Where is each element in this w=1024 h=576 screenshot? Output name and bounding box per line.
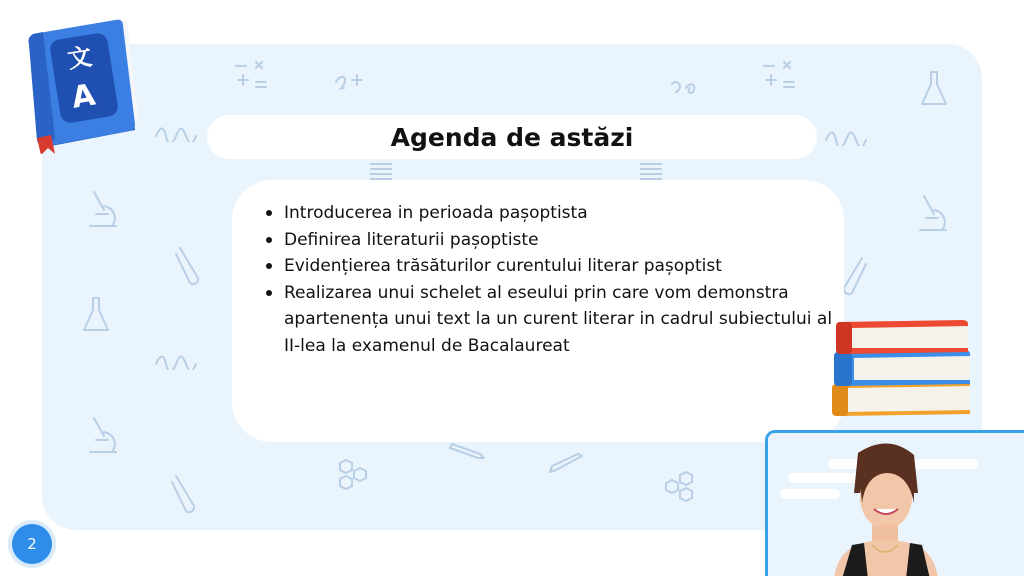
formula-doodle (332, 70, 366, 92)
presenter-video (765, 430, 1024, 576)
microscope-doodle (912, 190, 952, 236)
hexagons-doodle (662, 468, 698, 504)
test-tube-doodle (174, 244, 204, 288)
hexagons-doodle (336, 456, 372, 492)
flask-doodle (80, 294, 112, 336)
pencil-doodle (448, 440, 488, 460)
pencil-doodle (548, 452, 588, 476)
agenda-item: Definirea literaturii pașoptiste (262, 227, 852, 254)
test-tube-doodle (170, 472, 200, 516)
wave-doodle (154, 350, 200, 370)
agenda-item: Evidențierea trăsăturilor curentului literar pașoptist (262, 253, 852, 280)
slide-title: Agenda de astăzi (390, 122, 634, 152)
translate-book-icon (15, 14, 145, 154)
wave-doodle (824, 126, 870, 146)
formula-doodle (668, 76, 702, 98)
spring-doodle (636, 158, 666, 182)
spring-doodle (366, 158, 396, 182)
agenda-item: Realizarea unui schelet al eseului prin care vom demonstra apartenența unui text la un curent literar in cadrul subiectului al II-lea la examenul de Bacalaureat (262, 280, 852, 360)
agenda-item: Introducerea in perioada pașoptista (262, 200, 852, 227)
svg-text:A: A (69, 77, 98, 116)
agenda-list (262, 200, 852, 359)
wave-doodle (154, 122, 200, 142)
math-symbols-doodle (760, 58, 800, 92)
page-number-badge: 2 (12, 524, 52, 564)
microscope-doodle (82, 412, 122, 458)
presenter-figure (768, 433, 1024, 576)
books-stack-icon (828, 318, 974, 418)
agenda-card (232, 180, 844, 442)
math-symbols-doodle (232, 58, 272, 92)
title-bar (207, 115, 817, 159)
flask-doodle (918, 68, 950, 110)
svg-text:文: 文 (65, 42, 94, 74)
microscope-doodle (82, 186, 122, 232)
